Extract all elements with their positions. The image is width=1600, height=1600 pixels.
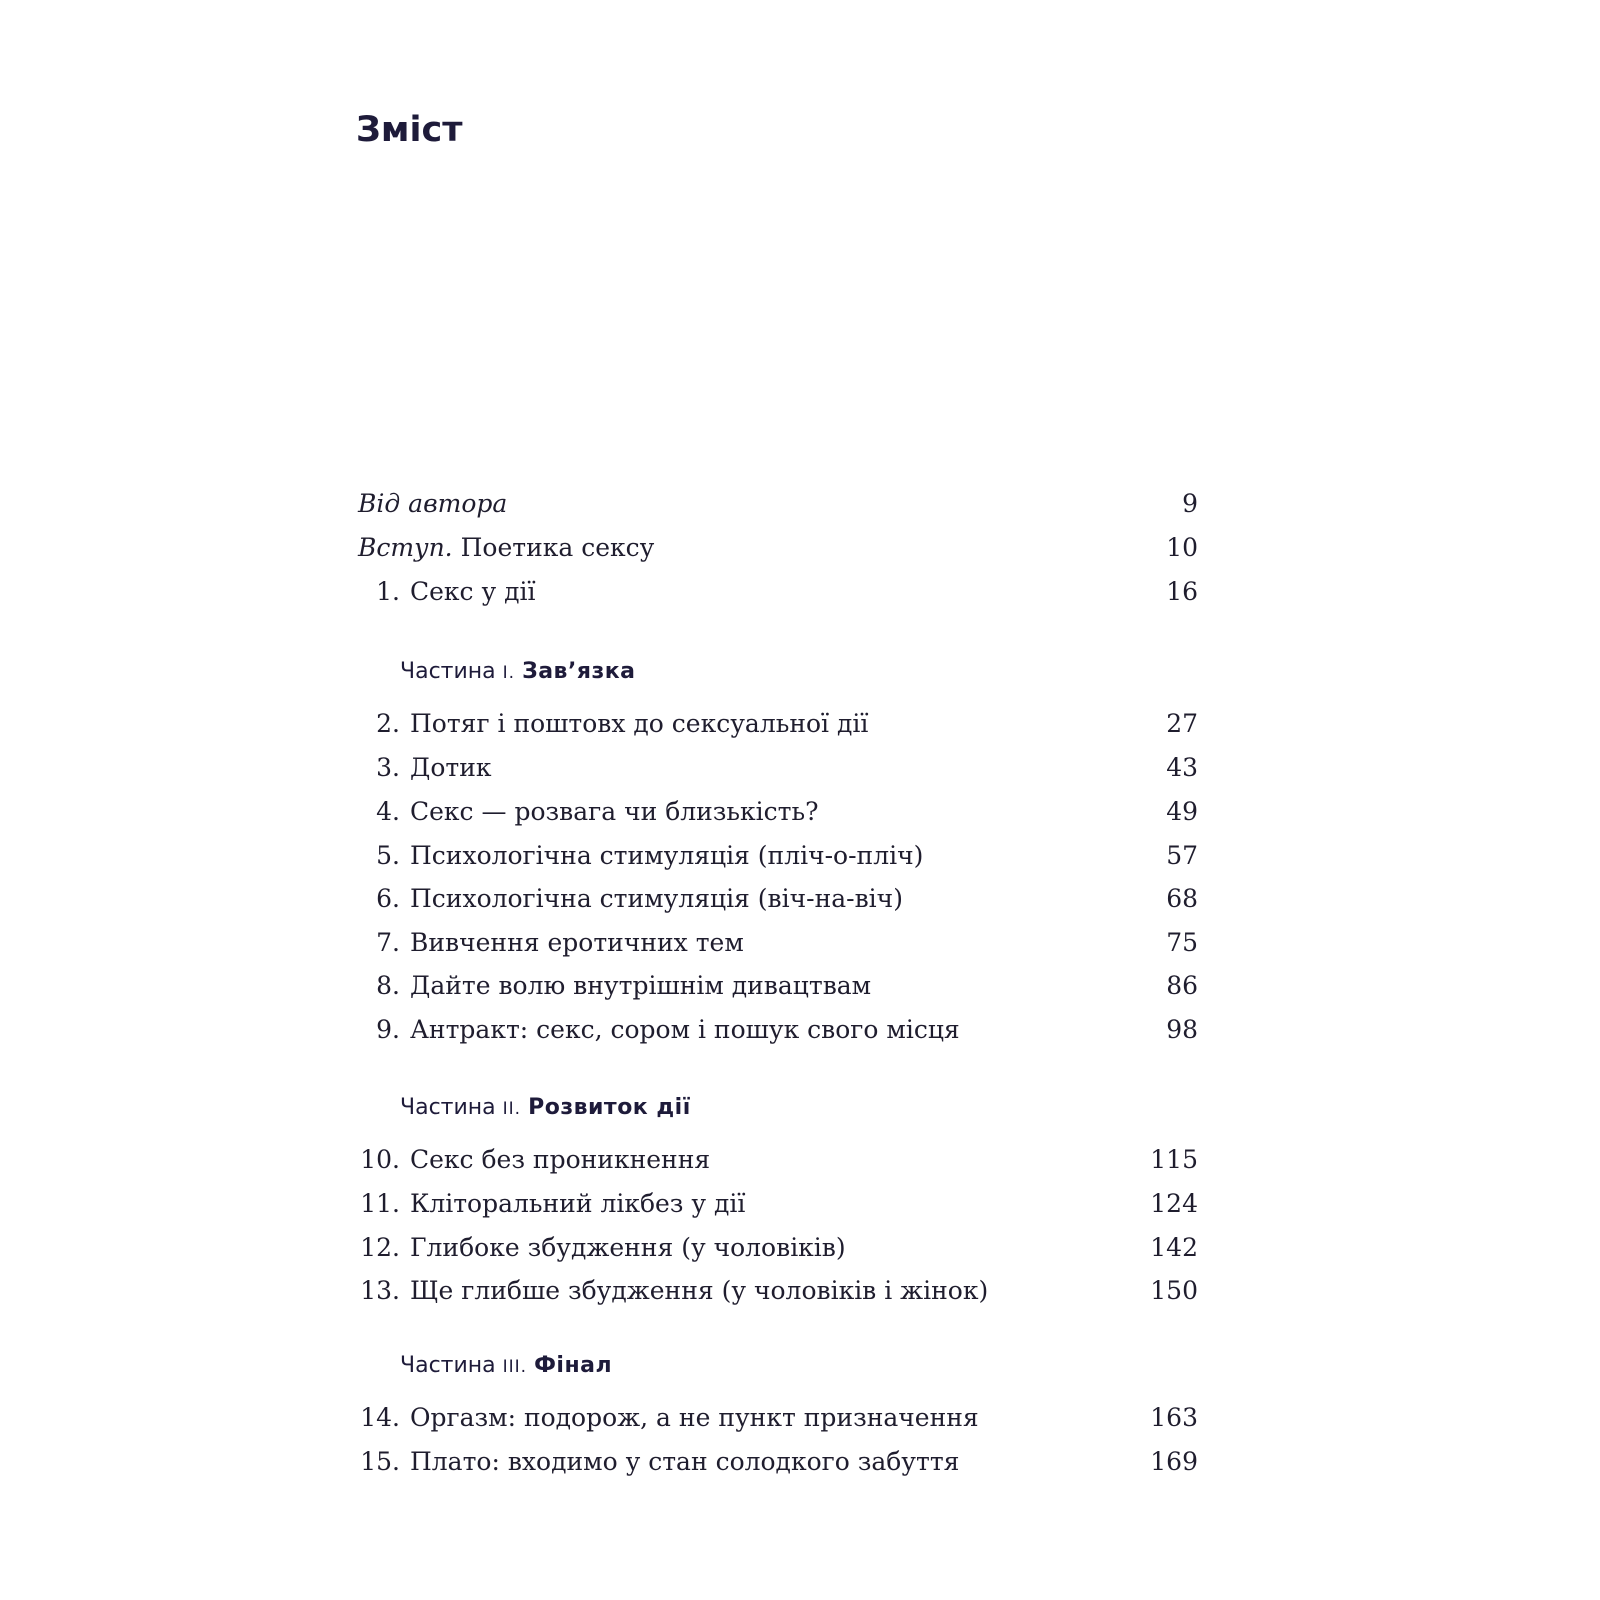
dot-leader bbox=[886, 704, 1124, 744]
toc-page-number: 150 bbox=[1150, 1276, 1198, 1305]
toc-entry-number: 11. bbox=[360, 1189, 400, 1218]
part-heading-3: Частина III. Фінал bbox=[400, 1353, 613, 1378]
toc-page-number: 16 bbox=[1166, 577, 1198, 606]
toc-entry-title: Психологічна стимуляція (віч-на-віч) bbox=[410, 884, 903, 913]
toc-page-number: 57 bbox=[1166, 841, 1198, 870]
toc-entry-9[interactable] bbox=[358, 1010, 1198, 1050]
toc-page-number: 49 bbox=[1166, 797, 1198, 826]
toc-entry-number: 1. bbox=[376, 577, 400, 606]
toc-page-number: 10 bbox=[1166, 533, 1198, 562]
toc-entry-11[interactable] bbox=[358, 1184, 1198, 1224]
toc-entry-title: Секс без проникнення bbox=[410, 1145, 711, 1174]
toc-page-number: 86 bbox=[1166, 971, 1198, 1000]
toc-entry-13[interactable] bbox=[358, 1271, 1198, 1311]
dot-leader bbox=[762, 923, 1124, 963]
toc-entry-number: 4. bbox=[376, 797, 400, 826]
toc-entry-italic: Від автора bbox=[358, 489, 508, 518]
toc-page-number: 142 bbox=[1150, 1233, 1198, 1262]
toc-page-number: 27 bbox=[1166, 709, 1198, 738]
toc-entry-number: 2. bbox=[376, 709, 400, 738]
dot-leader bbox=[837, 792, 1124, 832]
toc-entry-title: Секс у дії bbox=[410, 577, 536, 606]
toc-entry-1[interactable] bbox=[358, 572, 1198, 612]
toc-entry-number: 6. bbox=[376, 884, 400, 913]
toc-entry-title: Ще глибше збудження (у чоловіків і жінок) bbox=[410, 1276, 989, 1305]
toc-page-number: 115 bbox=[1150, 1145, 1198, 1174]
toc-entry-title: Вивчення еротичних тем bbox=[410, 928, 744, 957]
toc-entry-number: 12. bbox=[360, 1233, 400, 1262]
toc-entry-number: 8. bbox=[376, 971, 400, 1000]
toc-entry-3[interactable] bbox=[358, 748, 1198, 788]
toc-entry-7[interactable] bbox=[358, 923, 1198, 963]
toc-entry-6[interactable] bbox=[358, 879, 1198, 919]
dot-leader bbox=[978, 1010, 1124, 1050]
toc-entry-12[interactable] bbox=[358, 1228, 1198, 1268]
toc-entry-number: 10. bbox=[360, 1145, 400, 1174]
toc-page-number: 124 bbox=[1150, 1189, 1198, 1218]
toc-page-number: 43 bbox=[1166, 753, 1198, 782]
dot-leader bbox=[1006, 1271, 1124, 1311]
dot-leader bbox=[763, 1184, 1124, 1224]
dot-leader bbox=[997, 1398, 1124, 1438]
toc-entry-title: Кліторальний лікбез у дії bbox=[410, 1189, 746, 1218]
dot-leader bbox=[941, 836, 1124, 876]
toc-entry-title: Антракт: секс, сором і пошук свого місця bbox=[410, 1015, 960, 1044]
toc-entry-title: Потяг і поштовх до сексуальної дії bbox=[410, 709, 869, 738]
toc-page-number: 9 bbox=[1182, 489, 1198, 518]
toc-entry-title: Секс — розвага чи близькість? bbox=[410, 797, 819, 826]
toc-page-number: 75 bbox=[1166, 928, 1198, 957]
toc-entry-title: Дотик bbox=[410, 753, 492, 782]
toc-entry-title: Глибоке збудження (у чоловіків) bbox=[410, 1233, 846, 1262]
toc-entry-10[interactable] bbox=[358, 1140, 1198, 1180]
dot-leader bbox=[510, 748, 1125, 788]
toc-entry-title: Дайте волю внутрішнім дивацтвам bbox=[410, 971, 872, 1000]
dot-leader bbox=[554, 572, 1124, 612]
toc-entry-number: 15. bbox=[360, 1447, 400, 1476]
toc-entry-author[interactable] bbox=[358, 484, 1198, 524]
toc-entry-14[interactable] bbox=[358, 1398, 1198, 1438]
part-heading-1: Частина I. Зав’язка bbox=[400, 659, 636, 684]
toc-entry-2[interactable] bbox=[358, 704, 1198, 744]
toc-page-number: 163 bbox=[1150, 1403, 1198, 1432]
toc-entry-number: 5. bbox=[376, 841, 400, 870]
toc-entry-15[interactable] bbox=[358, 1442, 1198, 1482]
dot-leader bbox=[728, 1140, 1124, 1180]
dot-leader bbox=[921, 879, 1124, 919]
toc-entry-number: 7. bbox=[376, 928, 400, 957]
toc-entry-4[interactable] bbox=[358, 792, 1198, 832]
page-title: Зміст bbox=[356, 110, 463, 150]
toc-entry-title: Плато: входимо у стан солодкого забуття bbox=[410, 1447, 960, 1476]
toc-page-number: 68 bbox=[1166, 884, 1198, 913]
toc-entry-title: Поетика сексу bbox=[452, 533, 655, 562]
toc-entry-number: 9. bbox=[376, 1015, 400, 1044]
toc-entry-number: 13. bbox=[360, 1276, 400, 1305]
part-heading-2: Частина II. Розвиток дії bbox=[400, 1095, 691, 1120]
toc-entry-number: 14. bbox=[360, 1403, 400, 1432]
dot-leader bbox=[864, 1228, 1124, 1268]
toc-entry-number: 3. bbox=[376, 753, 400, 782]
toc-page-number: 98 bbox=[1166, 1015, 1198, 1044]
toc-page-number: 169 bbox=[1150, 1447, 1198, 1476]
toc-entry-8[interactable] bbox=[358, 966, 1198, 1006]
dot-leader bbox=[525, 484, 1124, 524]
toc-entry-intro[interactable] bbox=[358, 528, 1198, 568]
dot-leader bbox=[889, 966, 1124, 1006]
toc-entry-title: Оргазм: подорож, а не пункт призначення bbox=[410, 1403, 979, 1432]
toc-entry-5[interactable] bbox=[358, 836, 1198, 876]
dot-leader bbox=[977, 1442, 1124, 1482]
toc-entry-title: Психологічна стимуляція (пліч-о-пліч) bbox=[410, 841, 924, 870]
dot-leader bbox=[672, 528, 1124, 568]
toc-entry-italic: Вступ. bbox=[358, 533, 453, 562]
